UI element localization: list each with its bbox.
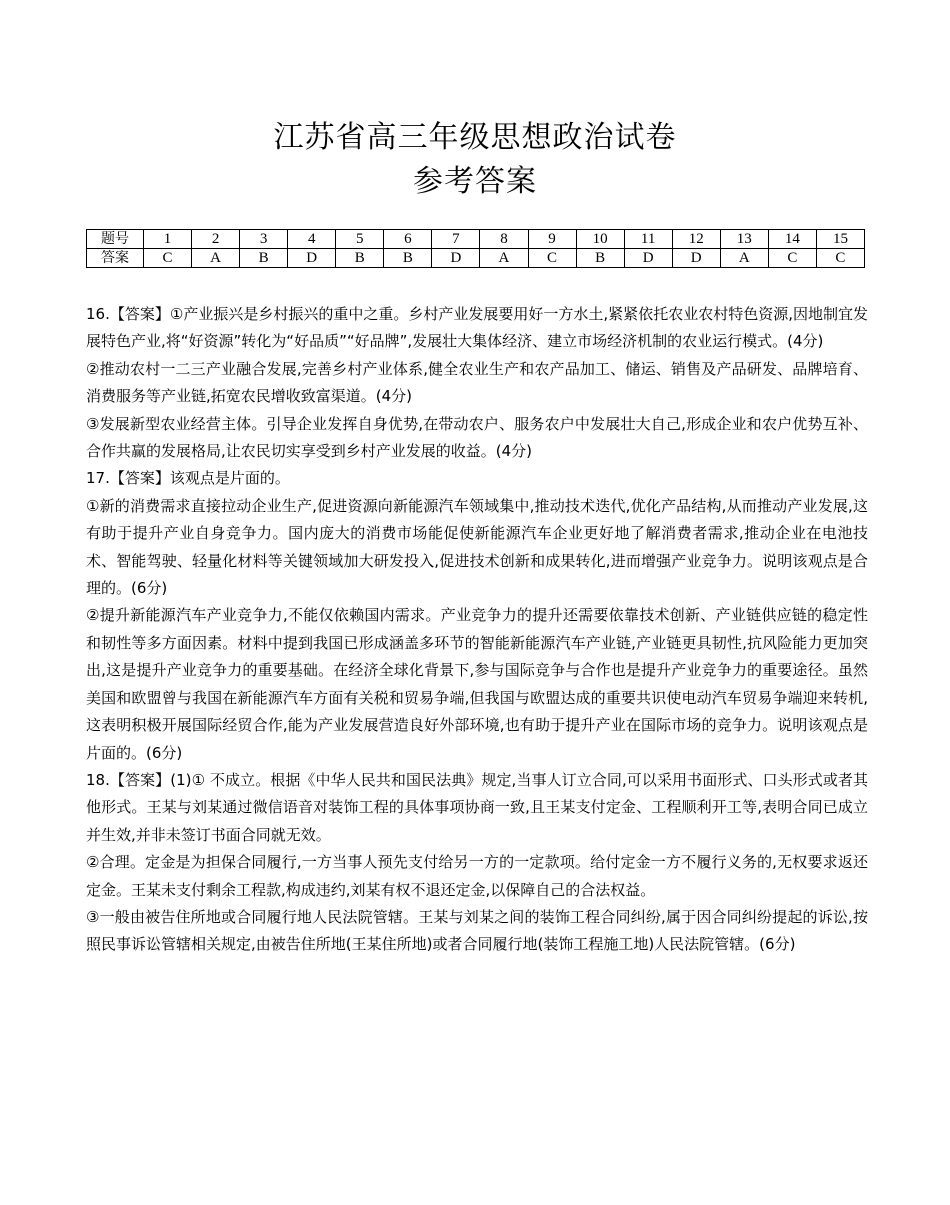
- answer-cell: C: [144, 249, 192, 268]
- q16-answer-paragraph-1: 16.【答案】①产业振兴是乡村振兴的重中之重。乡村产业发展要用好一方水土,紧紧依托农业农村特色资源,因地制宜发展特色产业,将“好资源”转化为“好品质”“好品牌”,发展壮大集体经济、建立市场经济机制的农业运行模式。(4分): [86, 305, 868, 351]
- question-number-label: 题号: [87, 230, 144, 249]
- answer-cell: A: [480, 249, 528, 268]
- answer-cell: D: [672, 249, 720, 268]
- answer-cell: C: [768, 249, 816, 268]
- page-subtitle: 参考答案: [413, 164, 537, 199]
- question-number-cell: 11: [624, 230, 672, 249]
- answer-cell: A: [192, 249, 240, 268]
- question-number-cell: 6: [384, 230, 432, 249]
- q17-answer-paragraph-2: ②提升新能源汽车产业竞争力,不能仅依赖国内需求。产业竞争力的提升还需要依靠技术创新、产业链供应链的稳定性和韧性等多方面因素。材料中提到我国已形成涵盖多环节的智能新能源汽车产业链,产业链更具韧性,抗风险能力更加突出,这是提升产业竞争力的重要基础。在经济全球化背景下,参与国际竞争与合作也是提升产业竞争力的重要途径。虽然美国和欧盟曾与我国在新能源汽车方面有关税和贸易争端,但我国与欧盟达成的重要共识使电动汽车贸易争端迎来转机,这表明积极开展国际经贸合作,能为产业发展营造良好外部环境,也有助于提升产业在国际市场的竞争力。说明该观点是片面的。(6分): [86, 606, 868, 762]
- answer-cell: B: [384, 249, 432, 268]
- question-number-cell: 1: [144, 230, 192, 249]
- q18-answer-paragraph-2: ②合理。定金是为担保合同履行,一方当事人预先支付给另一方的一定款项。给付定金一方不履行义务的,无权要求返还定金。王某未支付剩余工程款,构成违约,刘某有权不退还定金,以保障自己的合法权益。: [86, 853, 868, 899]
- question-number-cell: 3: [240, 230, 288, 249]
- answer-cell: D: [624, 249, 672, 268]
- answer-explanations: [86, 301, 868, 959]
- question-number-cell: 10: [576, 230, 624, 249]
- question-number-cell: 2: [192, 230, 240, 249]
- question-number-row: [87, 230, 865, 249]
- answer-cell: D: [288, 249, 336, 268]
- question-number-cell: 13: [720, 230, 768, 249]
- page-title: 江苏省高三年级思想政治试卷: [273, 120, 677, 155]
- answer-cell: B: [240, 249, 288, 268]
- question-number-cell: 15: [816, 230, 864, 249]
- answer-table: [86, 229, 865, 268]
- q17-answer-paragraph-1: ①新的消费需求直接拉动企业生产,促进资源向新能源汽车领域集中,推动技术迭代,优化产品结构,从而推动产业发展,这有助于提升产业自身竞争力。国内庞大的消费市场能促使新能源汽车企业更好地了解消费者需求,推动企业在电池技术、智能驾驶、轻量化材料等关键领域加大研发投入,促进技术创新和成果转化,进而增强产业竞争力。说明该观点是合理的。(6分): [86, 496, 868, 598]
- question-number-cell: 9: [528, 230, 576, 249]
- question-number-cell: 12: [672, 230, 720, 249]
- question-number-cell: 4: [288, 230, 336, 249]
- q16-answer-paragraph-3: ③发展新型农业经营主体。引导企业发挥自身优势,在带动农户、服务农户中发展壮大自己,形成企业和农户优势互补、合作共赢的发展格局,让农民切实享受到乡村产业发展的收益。(4分): [86, 414, 868, 461]
- question-number-cell: 8: [480, 230, 528, 249]
- answer-cell: C: [528, 249, 576, 268]
- answer-cell: B: [336, 249, 384, 268]
- q18-answer-paragraph-1: 18.【答案】(1)① 不成立。根据《中华人民共和国民法典》规定,当事人订立合同,可以采用书面形式、口头形式或者其他形式。王某与刘某通过微信语音对装饰工程的具体事项协商一致,且王某支付定金、工程顺利开工等,表明合同已成立并生效,并非未签订书面合同就无效。: [86, 770, 868, 844]
- answer-row: [87, 249, 865, 268]
- answer-label: 答案: [87, 249, 144, 268]
- q18-answer-paragraph-3: ③一般由被告住所地或合同履行地人民法院管辖。王某与刘某之间的装饰工程合同纠纷,属于因合同纠纷提起的诉讼,按照民事诉讼管辖相关规定,由被告住所地(王某住所地)或者合同履行地(装饰工程施工地)人民法院管辖。(6分): [86, 907, 868, 954]
- question-number-cell: 14: [768, 230, 816, 249]
- question-number-cell: 7: [432, 230, 480, 249]
- question-number-cell: 5: [336, 230, 384, 249]
- answer-cell: A: [720, 249, 768, 268]
- answer-cell: B: [576, 249, 624, 268]
- q16-answer-paragraph-2: ②推动农村一二三产业融合发展,完善乡村产业体系,健全农业生产和农产品加工、储运、销售及产品研发、品牌培育、消费服务等产业链,拓宽农民增收致富渠道。(4分): [86, 359, 868, 406]
- answer-cell: C: [816, 249, 864, 268]
- q17-answer-heading: 17.【答案】该观点是片面的。: [86, 469, 290, 488]
- answer-cell: D: [432, 249, 480, 268]
